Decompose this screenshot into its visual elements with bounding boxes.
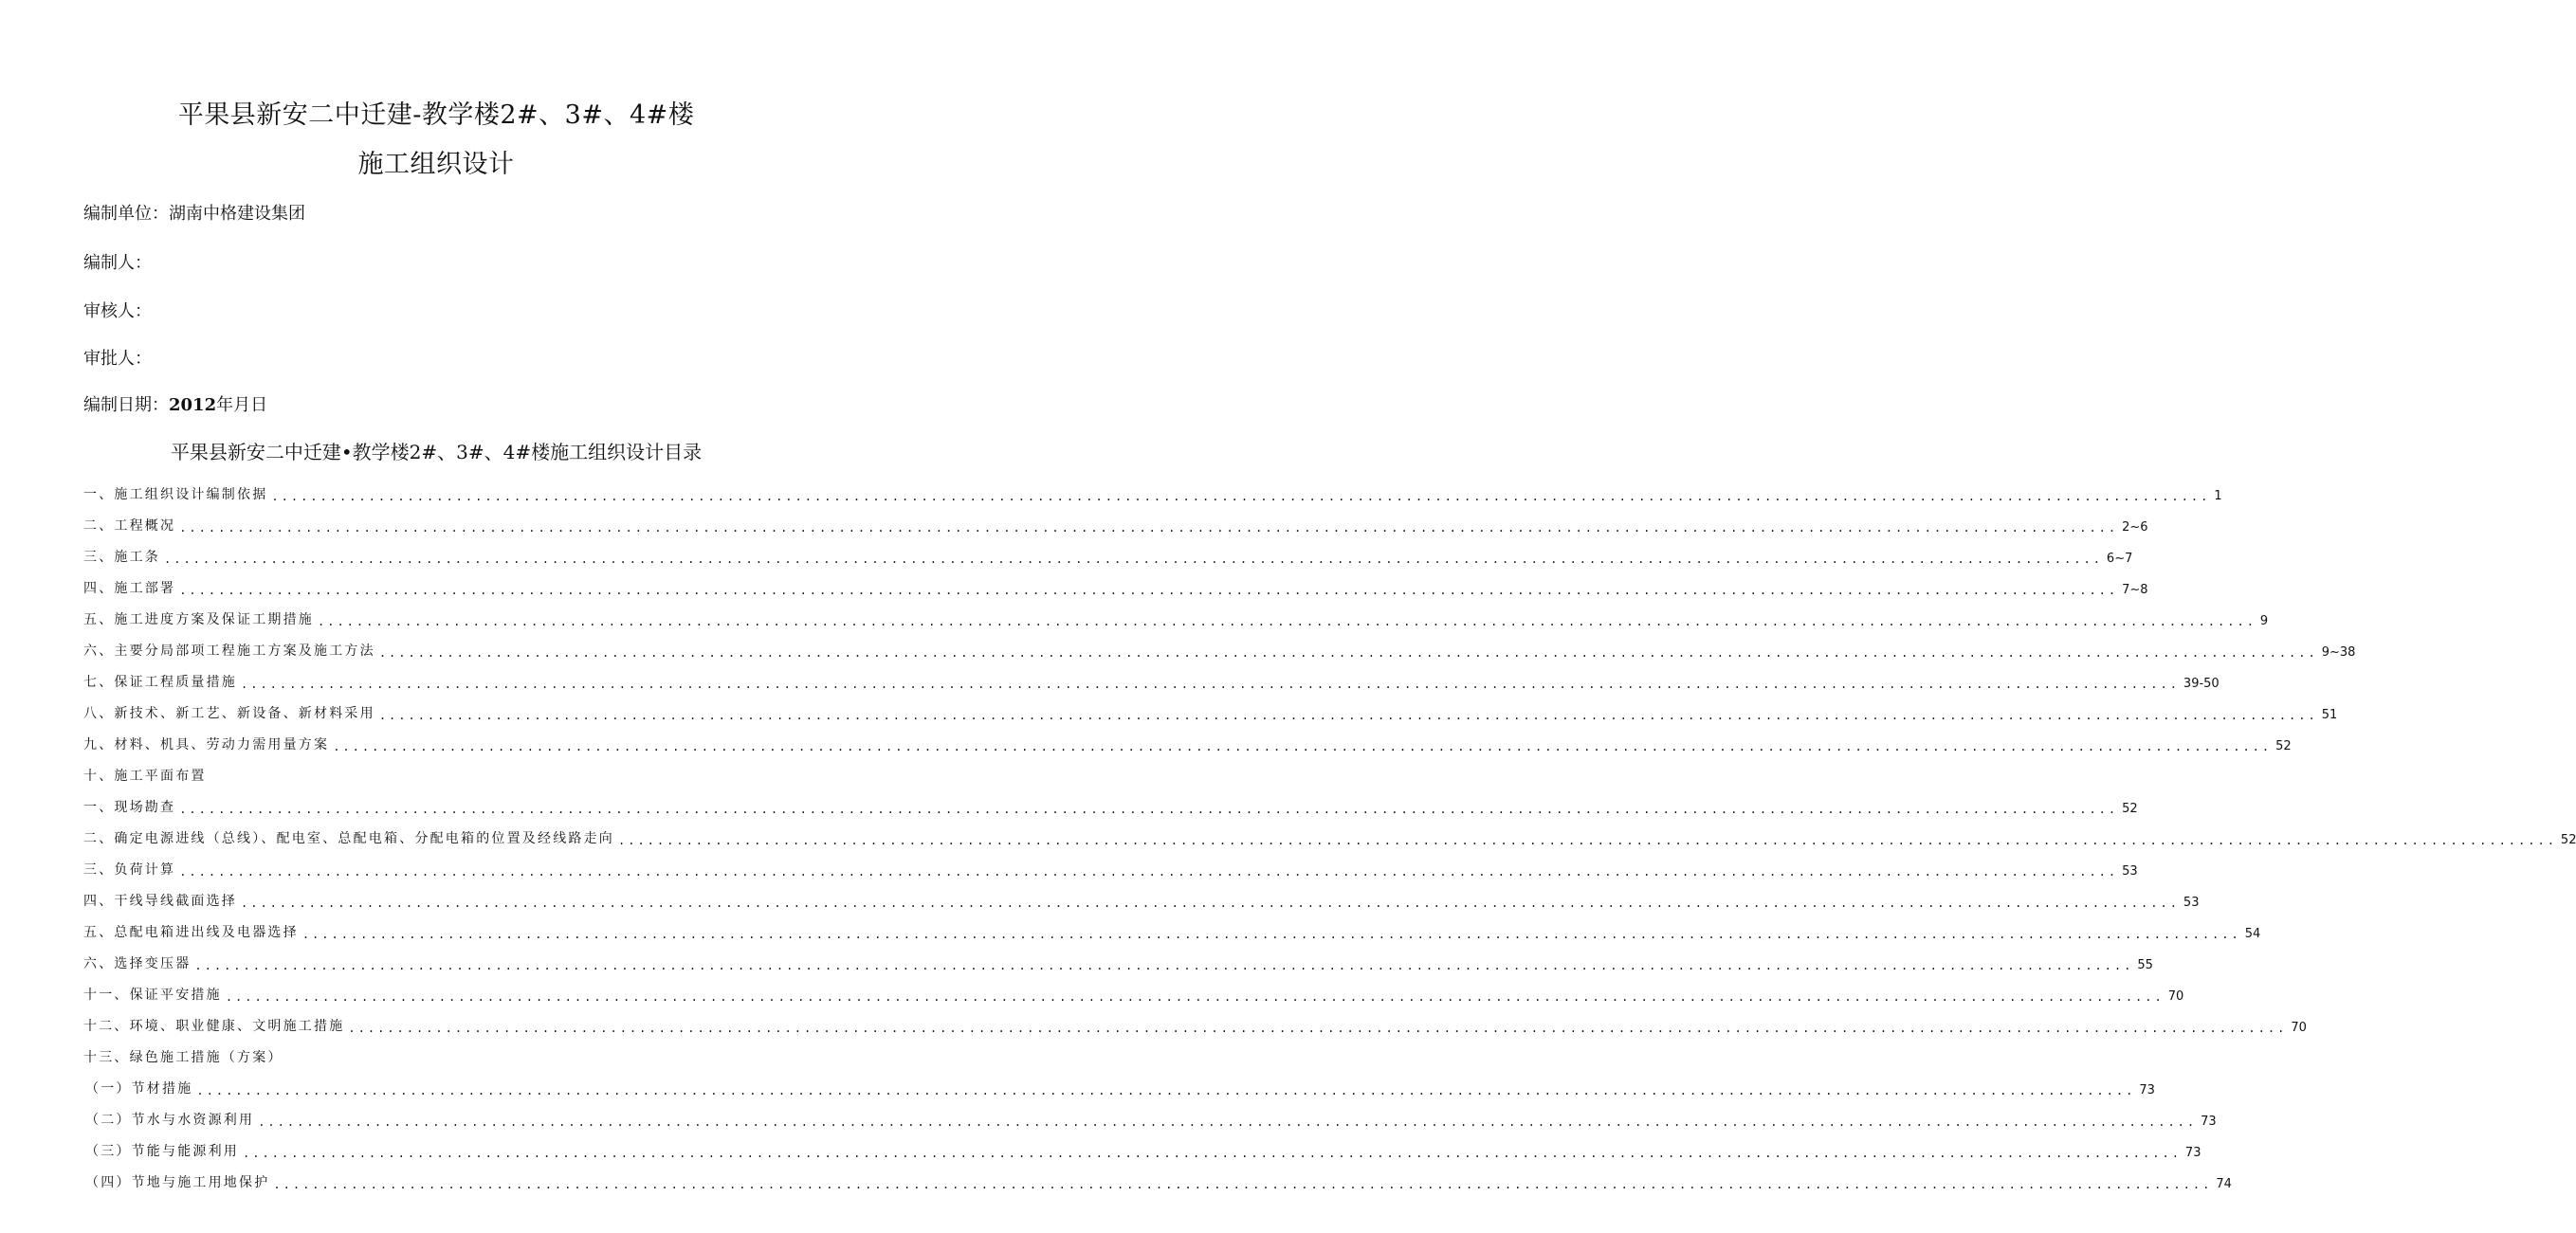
document-title: 平果县新安二中迁建-教学楼2#、3#、4#楼: [177, 100, 695, 130]
toc-entry-label: 十二、环境、职业健康、文明施工措施: [83, 1019, 345, 1034]
toc-leader-dots: ........................................................................................................................................................................................................: [225, 990, 2165, 1004]
toc-entry-page: 9~38: [2321, 645, 2356, 660]
toc-entry-label: 四、干线导线截面选择: [83, 894, 237, 909]
toc-title: 平果县新安二中迁建•教学楼2#、3#、4#楼施工组织设计目录: [170, 441, 703, 463]
toc-entry-page: 52: [2122, 802, 2138, 816]
toc-entry[interactable]: [83, 889, 2200, 910]
approver-label: 审批人：: [83, 349, 152, 369]
toc-entry-page: 73: [2184, 1146, 2201, 1160]
toc-entry-page: 73: [2201, 1115, 2217, 1129]
toc-leader-dots: ........................................................................................................................................................................................................: [271, 490, 2211, 503]
toc-leader-dots: ........................................................................................................................................................................................................: [243, 1147, 2182, 1160]
toc-entry[interactable]: [83, 545, 2133, 566]
toc-entry-label: 二、确定电源进线（总线）、配电室、总配电箱、分配电箱的位置及经线路走向: [83, 831, 614, 846]
toc-leader-dots: ........................................................................................................................................................................................................: [179, 865, 2119, 879]
toc-entry-label: 六、选择变压器: [83, 956, 192, 971]
toc-entry[interactable]: [83, 858, 2138, 879]
toc-leader-dots: ........................................................................................................................................................................................................: [179, 803, 2119, 816]
toc-entry-page: 2~6: [2122, 520, 2148, 535]
toc-entry-page: 70: [2291, 1021, 2307, 1035]
toc-leader-dots: ........................................................................................................................................................................................................: [241, 678, 2180, 691]
toc-leader-dots: ........................................................................................................................................................................................................: [318, 615, 2256, 628]
toc-entry[interactable]: [83, 1045, 283, 1066]
toc-entry-page: 1: [2214, 489, 2222, 503]
toc-entry[interactable]: [83, 576, 2148, 597]
unit-value: 湖南中格建设集团: [169, 204, 305, 224]
toc-entry[interactable]: [83, 670, 2220, 691]
toc-entry-label: 一、施工组织设计编制依据: [83, 487, 268, 502]
toc-entry[interactable]: [83, 514, 2148, 535]
toc-entry[interactable]: [83, 701, 2338, 722]
toc-entry-label: 七、保证工程质量措施: [83, 675, 237, 690]
toc-leader-dots: ........................................................................................................................................................................................................: [273, 1178, 2213, 1191]
toc-leader-dots: ........................................................................................................................................................................................................: [333, 740, 2273, 753]
toc-leader-dots: ........................................................................................................................................................................................................: [618, 834, 2557, 847]
toc-entry-label: 九、材料、机具、劳动力需用量方案: [83, 737, 330, 752]
toc-entry[interactable]: [85, 1108, 2217, 1129]
toc-entry-label: 十、施工平面布置: [83, 769, 207, 784]
toc-entry-page: 52: [2560, 833, 2576, 847]
toc-entry-page: 54: [2244, 927, 2261, 941]
toc-entry[interactable]: [85, 1170, 2232, 1191]
toc-entry-label: 三、负荷计算: [83, 862, 176, 878]
toc-entry-page: 52: [2275, 739, 2292, 753]
toc-leader-dots: ........................................................................................................................................................................................................: [194, 959, 2134, 972]
toc-leader-dots: ........................................................................................................................................................................................................: [378, 646, 2318, 660]
toc-entry[interactable]: [83, 607, 2269, 628]
toc-entry-page: 70: [2167, 989, 2184, 1004]
toc-entry-page: 55: [2137, 958, 2153, 972]
toc-entry-label: 五、总配电箱进出线及电器选择: [83, 925, 299, 940]
date-label: 编制日期：: [83, 395, 169, 415]
toc-entry-label: （二）节水与水资源利用: [85, 1113, 255, 1128]
toc-entry-label: 二、工程概况: [83, 518, 176, 534]
toc-entry-page: 9: [2259, 614, 2269, 628]
toc-entry[interactable]: [83, 1014, 2307, 1035]
toc-entry[interactable]: [83, 482, 2222, 503]
toc-leader-dots: ........................................................................................................................................................................................................: [301, 928, 2241, 941]
toc-leader-dots: ........................................................................................................................................................................................................: [196, 1084, 2136, 1097]
toc-entry[interactable]: [83, 826, 2576, 847]
author-label: 编制人：: [83, 253, 152, 273]
date-rest: 年月日: [216, 395, 268, 415]
toc-entry-page: 7~8: [2122, 583, 2148, 597]
toc-entry[interactable]: [83, 952, 2153, 972]
toc-entry-label: 八、新技术、新工艺、新设备、新材料采用: [83, 706, 375, 721]
toc-entry-label: 三、施工条: [83, 550, 160, 565]
toc-entry-label: 五、施工进度方案及保证工期措施: [83, 612, 314, 627]
toc-entry[interactable]: [85, 1139, 2201, 1160]
toc-leader-dots: ........................................................................................................................................................................................................: [179, 584, 2119, 597]
toc-entry[interactable]: [83, 920, 2261, 941]
toc-entry-page: 73: [2139, 1083, 2155, 1097]
toc-entry[interactable]: [83, 639, 2356, 660]
toc-leader-dots: ........................................................................................................................................................................................................: [164, 553, 2103, 566]
toc-entry-label: 十三、绿色施工措施（方案）: [83, 1050, 283, 1065]
toc-entry-page: 39-50: [2183, 677, 2220, 691]
toc-entry-page: 53: [2183, 896, 2200, 910]
toc-entry-page: 51: [2321, 708, 2338, 722]
date-year: 2012: [169, 395, 217, 415]
toc-entry[interactable]: [83, 764, 207, 785]
toc-entry-label: （四）节地与施工用地保护: [85, 1175, 270, 1190]
toc-leader-dots: ........................................................................................................................................................................................................: [179, 521, 2119, 535]
toc-entry-label: 十一、保证平安措施: [83, 988, 222, 1003]
toc-entry[interactable]: [83, 795, 2138, 816]
toc-entry-label: 六、主要分局部项工程施工方案及施工方法: [83, 644, 375, 659]
toc-entry[interactable]: [83, 733, 2292, 753]
toc-entry-page: 6~7: [2106, 552, 2133, 566]
toc-entry-label: 一、现场勘查: [83, 800, 176, 815]
toc-entry[interactable]: [83, 983, 2184, 1004]
toc-entry-label: 四、施工部署: [83, 581, 176, 596]
toc-leader-dots: ........................................................................................................................................................................................................: [348, 1022, 2288, 1035]
toc-leader-dots: ........................................................................................................................................................................................................: [378, 709, 2318, 722]
toc-entry-page: 74: [2216, 1177, 2232, 1191]
toc-entry-label: （一）节材措施: [85, 1081, 193, 1097]
document-subtitle: 施工组织设计: [357, 150, 515, 179]
unit-label: 编制单位：: [83, 204, 169, 224]
toc-leader-dots: ........................................................................................................................................................................................................: [241, 897, 2180, 910]
toc-entry-label: （三）节能与能源利用: [85, 1144, 239, 1159]
toc-entry-page: 53: [2122, 864, 2138, 879]
toc-leader-dots: ........................................................................................................................................................................................................: [258, 1115, 2198, 1129]
toc-entry[interactable]: [85, 1077, 2155, 1097]
reviewer-label: 审核人：: [83, 301, 152, 321]
